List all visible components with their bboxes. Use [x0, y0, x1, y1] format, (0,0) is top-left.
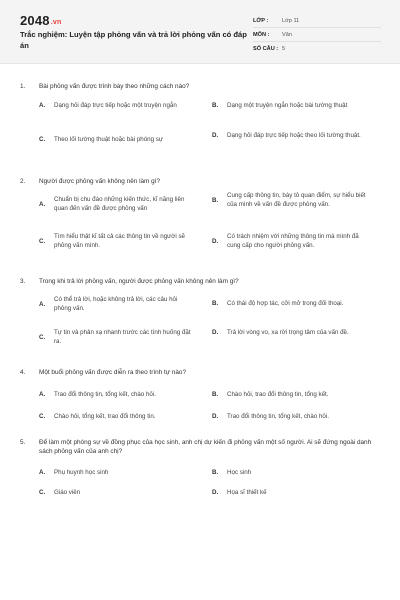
meta-label: MÔN : [253, 31, 270, 38]
question-text: Người được phỏng vấn không nên làm gì? [39, 178, 161, 185]
option-text: Có thể trả lời, hoặc không trả lời, các câu hỏi phỏng vấn. [54, 296, 178, 313]
question-5 [20, 438, 385, 514]
question-number: 2. [20, 178, 26, 185]
option-letter: B. [212, 391, 219, 398]
meta-value: Văn [282, 31, 292, 38]
page-header [0, 0, 400, 64]
option-letter: D. [212, 237, 219, 245]
option-letter: C. [39, 333, 46, 341]
logo-main: 2048 [20, 13, 50, 28]
question-number: 3. [20, 278, 26, 285]
option-d[interactable] [212, 131, 369, 140]
question-4 [20, 368, 385, 432]
question-2 [20, 177, 385, 261]
option-letter: D. [212, 329, 219, 336]
option-d[interactable] [212, 488, 369, 497]
question-3 [20, 277, 385, 361]
option-text: Chào hỏi, tổng kết, trao đổi thông tin. [54, 413, 156, 420]
option-text: Học sinh [227, 469, 252, 476]
option-text: Có trách nhiệm với những thông tin mà mình đã cung cấp cho người phỏng vấn. [227, 233, 359, 250]
meta-row-subject [253, 28, 381, 42]
question-text: Bài phỏng vấn được trình bày theo những cách nào? [39, 83, 190, 90]
option-letter: C. [39, 237, 46, 245]
option-text: Trả lời vòng vo, xa rời trọng tâm của vấn đề. [227, 329, 349, 336]
option-text: Tìm hiểu thật kĩ tất cả các thông tin về người sẽ phỏng vấn mình. [54, 233, 185, 250]
meta-label: LỚP : [253, 17, 269, 24]
option-text: Theo lối tường thuật hoặc bài phóng sự [54, 136, 164, 143]
option-text: Chào hỏi, trao đổi thông tin, tổng kết. [227, 391, 329, 398]
option-letter: A. [39, 102, 46, 109]
meta-value: Lớp 11 [282, 17, 300, 24]
meta-label: SỐ CÂU : [253, 46, 279, 52]
option-text: Dạng một truyện ngắn hoặc bài tường thuật [227, 102, 348, 109]
option-letter: A. [39, 200, 46, 208]
option-letter: B. [212, 469, 219, 476]
option-a[interactable] [39, 390, 196, 399]
option-text: Trao đổi thông tin, tổng kết, chào hỏi. [227, 413, 329, 420]
site-logo[interactable] [20, 13, 61, 28]
option-b[interactable] [212, 101, 369, 110]
option-letter: D. [212, 413, 219, 420]
option-letter: C. [39, 136, 46, 143]
option-c[interactable] [39, 135, 196, 144]
option-letter: A. [39, 391, 46, 398]
option-text: Chuẩn bị chu đáo những kiến thức, kĩ năng liên quan đến vấn đề được phỏng vấn [54, 196, 185, 213]
page-title: Trắc nghiệm: Luyện tập phỏng vấn và trả lời phỏng vấn có đáp án [20, 30, 247, 50]
question-line [20, 177, 385, 186]
option-text: Trao đổi thông tin, tổng kết, chào hỏi. [54, 391, 156, 398]
option-letter: B. [212, 196, 219, 204]
quiz-meta [253, 14, 381, 56]
option-b[interactable] [212, 191, 369, 210]
meta-row-count [253, 42, 381, 56]
question-text: Một buổi phỏng vấn được diễn ra theo trình tự nào? [39, 369, 187, 376]
option-a[interactable] [39, 468, 196, 477]
option-letter: D. [212, 489, 219, 496]
meta-value: 5 [282, 46, 286, 52]
option-letter: D. [212, 132, 219, 139]
option-text: Cung cấp thông tin, bày tỏ quan điểm, sự hiểu biết của mình về vấn đề được phỏng vấn. [227, 192, 366, 209]
logo-suffix: .vn [50, 19, 62, 26]
question-line [20, 277, 385, 286]
option-letter: C. [39, 413, 46, 420]
question-line [20, 82, 385, 91]
option-letter: A. [39, 469, 46, 476]
option-text: Họa sĩ thiết kế [227, 489, 267, 496]
option-text: Giáo viên [54, 489, 81, 496]
option-b[interactable] [212, 390, 369, 399]
option-text: Tự tin và phản xạ nhanh trước các tình huống đặt ra. [54, 329, 191, 346]
option-a[interactable] [39, 295, 196, 314]
option-text: Phụ huynh học sinh [54, 469, 109, 476]
option-letter: B. [212, 102, 219, 109]
question-number: 5. [20, 439, 26, 446]
question-text: Trong khi trả lời phỏng vấn, người được phỏng vấn không nên làm gì? [39, 278, 239, 285]
meta-row-class [253, 14, 381, 28]
option-c[interactable] [39, 488, 196, 497]
question-number: 1. [20, 83, 26, 90]
option-b[interactable] [212, 468, 369, 477]
option-b[interactable] [212, 299, 369, 308]
option-c[interactable] [39, 328, 196, 347]
option-letter: C. [39, 489, 46, 496]
question-1 [20, 82, 385, 166]
option-a[interactable] [39, 101, 196, 110]
option-c[interactable] [39, 412, 196, 421]
question-text: Để làm một phóng sự về đồng phục của học sinh, anh chị dự kiến đi phỏng vấn một số người. Ai sẽ đứng ngoài danh sách phỏng vấn của anh chị? [39, 439, 372, 455]
option-a[interactable] [39, 195, 196, 214]
question-line [20, 438, 385, 456]
option-d[interactable] [212, 232, 369, 251]
option-letter: B. [212, 300, 219, 307]
option-text: Có thái độ hợp tác, cởi mở trong đối thoại. [227, 300, 344, 307]
option-c[interactable] [39, 232, 196, 251]
option-text: Dạng hỏi đáp trực tiếp hoặc theo lối tường thuật. [227, 132, 361, 139]
option-d[interactable] [212, 328, 369, 337]
option-d[interactable] [212, 412, 369, 421]
question-line [20, 368, 385, 377]
option-text: Dạng hỏi đáp trực tiếp hoặc một truyện ngắn [54, 102, 177, 109]
option-letter: A. [39, 300, 46, 308]
question-number: 4. [20, 369, 26, 376]
